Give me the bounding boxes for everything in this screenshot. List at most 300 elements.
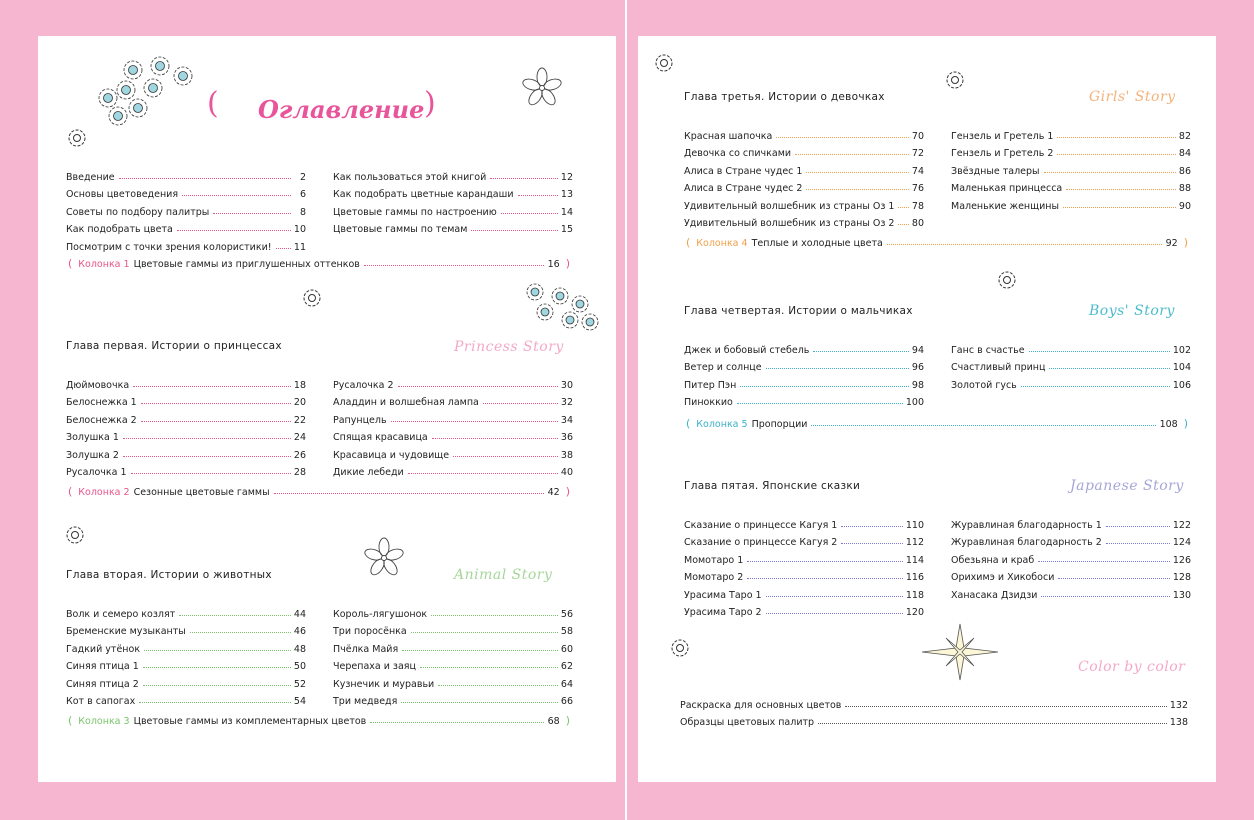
toc-entry-title: Джек и бобовый стебель <box>684 344 810 356</box>
toc-entry-page: 48 <box>293 643 306 655</box>
toc-entry-title: Посмотрим с точки зрения колористики! <box>66 241 272 253</box>
toc-entry <box>684 142 924 160</box>
toc-entry-page: 72 <box>911 148 924 159</box>
toc-entry-title: Дикие лебеди <box>333 467 404 478</box>
column-5-row: ( Колонка 5 Пропорции 108 ) <box>686 417 1188 430</box>
chapter-5-list-b <box>951 513 1191 601</box>
toc-entry <box>66 183 306 201</box>
toc-entry-title: Счастливый принц <box>951 362 1046 373</box>
toc-entry-page: 36 <box>560 432 573 443</box>
column-label: Колонка 2 <box>78 487 130 498</box>
toc-entry-page: 122 <box>1172 519 1191 531</box>
small-flower-icon <box>67 128 87 148</box>
dot-leader <box>408 473 558 474</box>
toc-entry-page: 128 <box>1172 572 1191 583</box>
toc-entry-page: 80 <box>911 218 924 229</box>
toc-entry <box>333 690 573 708</box>
title-paren-left: ( <box>207 86 219 121</box>
toc-entry-title: Урасима Таро 2 <box>684 607 762 618</box>
toc-entry-title: Алиса в Стране чудес 1 <box>684 165 803 177</box>
column-label: Колонка 5 <box>696 419 748 430</box>
dot-leader <box>143 667 291 668</box>
toc-entry-title: Три медведя <box>333 696 398 707</box>
toc-entry-page: 100 <box>905 397 924 408</box>
small-flower-icon <box>65 525 85 545</box>
dot-leader <box>420 667 558 668</box>
color-by-color-story: Color by color <box>1078 659 1186 675</box>
toc-entry-title: Урасима Таро 1 <box>684 589 762 601</box>
toc-entry-title: Введение <box>66 171 115 183</box>
dot-leader <box>490 178 558 179</box>
chapter-5-heading: Глава пятая. Японские сказки <box>684 480 861 492</box>
toc-entry <box>333 602 573 620</box>
toc-entry <box>333 426 573 444</box>
toc-entry-title: Сказание о принцессе Кагуя 2 <box>684 537 838 548</box>
toc-entry-page: 44 <box>293 608 306 620</box>
toc-entry <box>66 461 306 479</box>
toc-entry-title: Золотой гусь <box>951 379 1017 391</box>
dot-leader <box>737 403 903 404</box>
dot-leader <box>766 596 903 597</box>
column-text: Теплые и холодные цвета <box>751 238 883 249</box>
toc-entry <box>684 159 924 177</box>
toc-entry-title: Ханасака Дзидзи <box>951 589 1038 601</box>
toc-entry <box>333 461 573 479</box>
toc-entry <box>684 548 924 566</box>
flower-cluster-icon <box>88 58 208 138</box>
dot-leader <box>398 386 558 387</box>
dot-leader <box>501 213 558 214</box>
toc-entry-page: 2 <box>299 171 306 183</box>
toc-entry-page: 120 <box>905 607 924 618</box>
dot-leader <box>806 172 908 173</box>
toc-entry-page: 40 <box>560 467 573 478</box>
toc-entry-title: Аладдин и волшебная лампа <box>333 397 479 408</box>
toc-entry-page: 90 <box>1178 200 1191 212</box>
toc-entry-title: Момотаро 2 <box>684 572 744 583</box>
toc-entry-title: Три поросёнка <box>333 626 407 637</box>
toc-entry <box>951 338 1191 356</box>
toc-entry-page: 11 <box>293 241 306 253</box>
toc-entry-page: 8 <box>299 206 306 218</box>
toc-entry-page: 124 <box>1172 537 1191 548</box>
toc-entry-page: 118 <box>905 589 924 601</box>
toc-entry <box>951 566 1191 584</box>
dot-leader <box>795 154 909 155</box>
toc-entry <box>66 443 306 461</box>
column-label: Колонка 3 <box>78 716 130 727</box>
toc-entry-page: 84 <box>1178 148 1191 159</box>
toc-entry-title: Золушка 2 <box>66 449 119 461</box>
toc-entry-title: Красавица и чудовище <box>333 449 450 461</box>
toc-entry-title: Советы по подбору палитры <box>66 206 210 218</box>
toc-entry <box>333 183 573 201</box>
toc-entry-page: 50 <box>293 661 306 672</box>
toc-entry-title: Образцы цветовых палитр <box>680 717 815 728</box>
toc-entry-page: 15 <box>560 224 573 235</box>
chapter-1-heading: Глава первая. Истории о принцессах <box>66 340 282 352</box>
toc-entry <box>951 142 1191 160</box>
toc-entry-title: Ганс в счастье <box>951 344 1025 356</box>
toc-entry <box>333 443 573 461</box>
toc-entry-page: 32 <box>560 397 573 408</box>
dot-leader <box>141 421 291 422</box>
column-page: 42 <box>547 487 560 498</box>
dot-leader <box>1058 578 1169 579</box>
toc-entry <box>951 583 1191 601</box>
column-4-row: ( Колонка 4 Теплые и холодные цвета 92 ) <box>686 236 1188 249</box>
dot-leader <box>431 615 558 616</box>
toc-entry-title: Ветер и солнце <box>684 362 762 373</box>
column-page: 68 <box>547 716 560 727</box>
toc-entry-page: 138 <box>1169 717 1188 728</box>
toc-entry-page: 74 <box>911 165 924 177</box>
toc-entry-page: 110 <box>905 519 924 531</box>
dot-leader <box>898 207 908 208</box>
dot-leader <box>1057 137 1175 138</box>
toc-entry-title: Орихимэ и Хикобоси <box>951 572 1055 583</box>
chapter-4-list-b <box>951 338 1191 391</box>
dot-leader <box>144 650 291 651</box>
toc-entry <box>951 124 1191 142</box>
toc-entry-title: Маленькая принцесса <box>951 183 1063 194</box>
chapter-2-list-b <box>333 602 573 707</box>
toc-entry <box>66 408 306 426</box>
toc-entry <box>66 391 306 409</box>
chapter-1-story: Princess Story <box>454 339 564 355</box>
toc-entry-title: Пиноккио <box>684 397 733 408</box>
toc-entry <box>684 373 924 391</box>
chapter-3-story: Girls' Story <box>1089 89 1176 105</box>
dot-leader <box>518 195 558 196</box>
chapter-3-list-b <box>951 124 1191 212</box>
toc-entry-page: 82 <box>1178 130 1191 142</box>
chapter-2-heading: Глава вторая. Истории о животных <box>66 569 272 581</box>
toc-entry <box>333 672 573 690</box>
dot-leader <box>143 685 291 686</box>
chapter-4-list-a <box>684 338 924 408</box>
toc-entry-title: Кот в сапогах <box>66 696 136 707</box>
daisy-icon <box>360 534 410 584</box>
toc-entry-title: Основы цветоведения <box>66 189 179 200</box>
toc-entry-title: Питер Пэн <box>684 379 737 391</box>
dot-leader <box>813 351 909 352</box>
toc-entry-page: 112 <box>905 537 924 548</box>
toc-entry-title: Журавлиная благодарность 2 <box>951 537 1102 548</box>
toc-entry-page: 58 <box>560 626 573 637</box>
chapter-3-heading: Глава третья. Истории о девочках <box>684 91 885 103</box>
toc-entry <box>66 620 306 638</box>
dot-leader <box>1057 154 1175 155</box>
dot-leader <box>190 632 291 633</box>
toc-entry-page: 132 <box>1169 699 1188 711</box>
dot-leader <box>133 386 291 387</box>
toc-entry-title: Гензель и Гретель 2 <box>951 148 1054 159</box>
toc-entry-page: 28 <box>293 467 306 478</box>
toc-entry-title: Русалочка 2 <box>333 379 394 391</box>
toc-entry <box>333 620 573 638</box>
toc-entry <box>684 124 924 142</box>
toc-entry <box>951 177 1191 195</box>
toc-entry-title: Девочка со спичками <box>684 148 792 159</box>
toc-entry-title: Раскраска для основных цветов <box>680 699 842 711</box>
toc-entry-title: Удивительный волшебник из страны Оз 2 <box>684 218 895 229</box>
dot-leader <box>1044 172 1176 173</box>
toc-entry-page: 60 <box>560 643 573 655</box>
toc-entry-page: 88 <box>1178 183 1191 194</box>
toc-entry-page: 54 <box>293 696 306 707</box>
column-2-row: ( Колонка 2 Сезонные цветовые гаммы 42 ) <box>68 485 570 498</box>
toc-entry <box>684 212 924 230</box>
column-1-row: ( Колонка 1 Цветовые гаммы из приглушенных оттенков 16 ) <box>68 257 570 270</box>
chapter-4-story: Boys' Story <box>1089 303 1175 319</box>
toc-entry-page: 62 <box>560 661 573 672</box>
toc-entry <box>333 391 573 409</box>
toc-entry-page: 18 <box>293 379 306 391</box>
dot-leader <box>453 456 558 457</box>
chapter-4-heading: Глава четвертая. Истории о мальчиках <box>684 305 913 317</box>
sparkle-star-icon <box>920 616 990 686</box>
toc-entry <box>684 338 924 356</box>
toc-entry-title: Синяя птица 1 <box>66 661 139 672</box>
toc-entry-page: 12 <box>560 171 573 183</box>
dot-leader <box>747 578 903 579</box>
dot-leader <box>483 403 558 404</box>
toc-entry-title: Как подобрать цвета <box>66 224 173 235</box>
toc-entry <box>66 655 306 673</box>
toc-entry-page: 66 <box>560 696 573 707</box>
toc-entry <box>951 159 1191 177</box>
toc-entry-title: Удивительный волшебник из страны Оз 1 <box>684 200 895 212</box>
toc-entry <box>333 165 573 183</box>
toc-entry <box>66 165 306 183</box>
toc-entry <box>333 200 573 218</box>
toc-entry-title: Журавлиная благодарность 1 <box>951 519 1102 531</box>
toc-entry-title: Белоснежка 1 <box>66 397 137 408</box>
dot-leader <box>1038 561 1170 562</box>
dot-leader <box>766 613 903 614</box>
dot-leader <box>438 685 558 686</box>
dot-leader <box>841 526 903 527</box>
toc-entry-title: Сказание о принцессе Кагуя 1 <box>684 519 838 531</box>
dot-leader <box>818 723 1167 724</box>
toc-entry-page: 24 <box>293 432 306 443</box>
intro-list-a <box>66 165 306 253</box>
toc-entry <box>680 711 1188 729</box>
toc-entry <box>951 194 1191 212</box>
dot-leader <box>898 224 908 225</box>
toc-entry <box>684 583 924 601</box>
toc-entry-title: Русалочка 1 <box>66 467 127 478</box>
toc-entry-page: 6 <box>299 189 306 200</box>
column-page: 92 <box>1165 238 1178 249</box>
toc-entry-page: 126 <box>1172 554 1191 566</box>
dot-leader <box>432 438 558 439</box>
toc-entry <box>684 513 924 531</box>
dot-leader <box>1106 526 1170 527</box>
column-label: Колонка 4 <box>696 238 748 249</box>
toc-entry-page: 104 <box>1172 362 1191 373</box>
daisy-icon <box>518 64 568 114</box>
toc-entry-title: Черепаха и заяц <box>333 661 416 672</box>
dot-leader <box>740 386 909 387</box>
toc-entry-page: 102 <box>1172 344 1191 356</box>
toc-entry-page: 98 <box>911 379 924 391</box>
toc-entry <box>66 235 306 253</box>
chapter-5-list-a <box>684 513 924 618</box>
toc-entry-title: Бременские музыканты <box>66 626 186 637</box>
dot-leader <box>123 438 291 439</box>
toc-entry <box>66 373 306 391</box>
dot-leader <box>766 368 909 369</box>
small-flower-icon <box>945 70 965 90</box>
small-flower-icon <box>302 288 322 308</box>
title-paren-right: ) <box>424 86 436 121</box>
toc-entry <box>333 373 573 391</box>
toc-entry-page: 22 <box>293 414 306 426</box>
dot-leader <box>845 706 1166 707</box>
page-title: Оглавление <box>258 95 425 124</box>
toc-entry-page: 26 <box>293 449 306 461</box>
toc-entry <box>66 426 306 444</box>
dot-leader <box>806 189 908 190</box>
toc-entry-page: 52 <box>293 678 306 690</box>
column-text: Цветовые гаммы из приглушенных оттенков <box>133 259 360 270</box>
small-flower-icon <box>654 53 674 73</box>
dot-leader <box>776 137 909 138</box>
toc-entry-page: 94 <box>911 344 924 356</box>
dot-leader <box>213 213 291 214</box>
column-label: Колонка 1 <box>78 259 130 270</box>
toc-entry-title: Алиса в Стране чудес 2 <box>684 183 803 194</box>
toc-entry <box>66 218 306 236</box>
flower-cluster-icon <box>520 282 600 332</box>
toc-entry-title: Обезьяна и краб <box>951 554 1035 566</box>
toc-entry <box>66 200 306 218</box>
toc-entry-title: Маленькие женщины <box>951 200 1059 212</box>
toc-entry <box>951 548 1191 566</box>
toc-entry-title: Цветовые гаммы по настроению <box>333 206 497 218</box>
toc-entry-page: 38 <box>560 449 573 461</box>
toc-entry <box>66 637 306 655</box>
dot-leader <box>139 702 291 703</box>
chapter-1-list-a <box>66 373 306 478</box>
dot-leader <box>401 702 558 703</box>
dot-leader <box>1021 386 1170 387</box>
toc-entry-title: Как пользоваться этой книгой <box>333 171 487 183</box>
toc-entry-title: Цветовые гаммы по темам <box>333 224 468 235</box>
toc-entry-title: Синяя птица 2 <box>66 678 139 690</box>
toc-entry-title: Кузнечик и муравьи <box>333 678 435 690</box>
toc-entry <box>66 690 306 708</box>
toc-entry-title: Золушка 1 <box>66 432 119 443</box>
toc-entry-page: 34 <box>560 414 573 426</box>
toc-entry-page: 76 <box>911 183 924 194</box>
dot-leader <box>1063 207 1176 208</box>
toc-entry-page: 14 <box>560 206 573 218</box>
chapter-5-story: Japanese Story <box>1070 478 1184 494</box>
dot-leader <box>182 195 291 196</box>
toc-entry-page: 86 <box>1178 165 1191 177</box>
dot-leader <box>141 403 291 404</box>
toc-entry-title: Рапунцель <box>333 414 387 426</box>
toc-entry <box>684 356 924 374</box>
toc-entry-page: 13 <box>560 189 573 200</box>
toc-entry <box>680 693 1188 711</box>
dot-leader <box>1029 351 1170 352</box>
toc-entry <box>951 356 1191 374</box>
dot-leader <box>276 248 291 249</box>
dot-leader <box>1106 543 1170 544</box>
toc-entry <box>66 672 306 690</box>
toc-entry <box>333 637 573 655</box>
dot-leader <box>471 230 558 231</box>
toc-entry-page: 96 <box>911 362 924 373</box>
toc-entry <box>951 513 1191 531</box>
toc-entry <box>684 566 924 584</box>
intro-list-b <box>333 165 573 235</box>
toc-entry <box>333 408 573 426</box>
toc-entry-page: 46 <box>293 626 306 637</box>
chapter-2-list-a <box>66 602 306 707</box>
small-flower-icon <box>670 638 690 658</box>
toc-entry-page: 30 <box>560 379 573 391</box>
toc-entry-title: Красная шапочка <box>684 130 773 142</box>
small-flower-icon <box>997 270 1017 290</box>
toc-entry-title: Момотаро 1 <box>684 554 744 566</box>
chapter-3-list-a <box>684 124 924 229</box>
column-text: Пропорции <box>751 419 808 430</box>
toc-entry <box>684 601 924 619</box>
toc-entry <box>333 655 573 673</box>
toc-entry <box>684 177 924 195</box>
column-3-row: ( Колонка 3 Цветовые гаммы из комплементарных цветов 68 ) <box>68 714 570 727</box>
column-text: Сезонные цветовые гаммы <box>133 487 270 498</box>
toc-entry <box>684 194 924 212</box>
chapter-1-list-b <box>333 373 573 478</box>
toc-entry-title: Пчёлка Майя <box>333 643 399 655</box>
dot-leader <box>402 650 558 651</box>
toc-entry-page: 116 <box>905 572 924 583</box>
toc-entry-title: Волк и семеро козлят <box>66 608 176 620</box>
toc-entry-page: 114 <box>905 554 924 566</box>
dot-leader <box>131 473 291 474</box>
dot-leader <box>123 456 291 457</box>
toc-entry-page: 64 <box>560 678 573 690</box>
toc-entry-page: 78 <box>911 200 924 212</box>
toc-entry <box>951 373 1191 391</box>
toc-entry-title: Гадкий утёнок <box>66 643 141 655</box>
toc-entry-title: Звёздные талеры <box>951 165 1040 177</box>
dot-leader <box>1066 189 1176 190</box>
toc-entry-page: 56 <box>560 608 573 620</box>
dot-leader <box>179 615 291 616</box>
toc-entry-title: Гензель и Гретель 1 <box>951 130 1054 142</box>
toc-entry-title: Белоснежка 2 <box>66 414 137 426</box>
dot-leader <box>177 230 291 231</box>
dot-leader <box>1049 368 1169 369</box>
toc-entry-title: Король-лягушонок <box>333 608 428 620</box>
toc-entry-title: Дюймовочка <box>66 379 130 391</box>
dot-leader <box>411 632 558 633</box>
column-text: Цветовые гаммы из комплементарных цветов <box>133 716 367 727</box>
dot-leader <box>1041 596 1169 597</box>
toc-entry-page: 130 <box>1172 589 1191 601</box>
dot-leader <box>391 421 558 422</box>
toc-entry <box>951 531 1191 549</box>
toc-entry <box>66 602 306 620</box>
toc-entry-page: 70 <box>911 130 924 142</box>
